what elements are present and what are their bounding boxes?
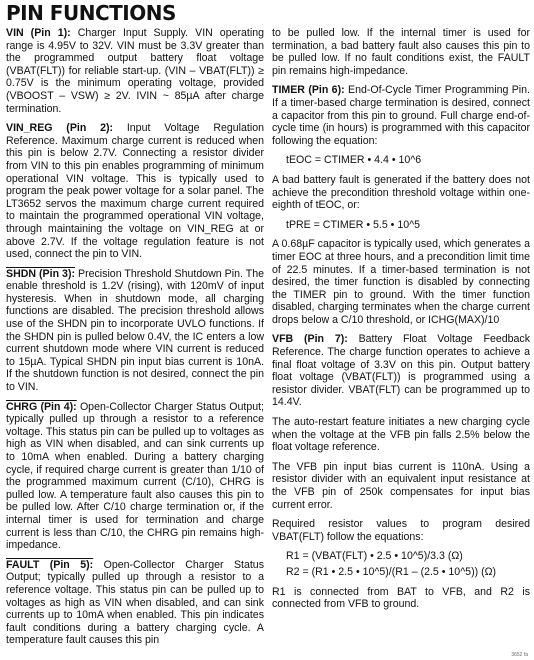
paragraph-text: R1 is connected from BAT to VFB, and R2 is connected from VFB to ground.: [272, 585, 530, 611]
paragraph-text: A 0.68µF capacitor is typically used, which generates a timer EOC at three hours, and a precondition limit time of 22.5 minutes. If a timer-based termination is not desired, the timer function is disabled by connecting the TIMER pin to ground. With the timer function disabled, charging terminates when the charge current drops below a C/10 threshold, or ICHG(MAX)/10: [272, 238, 530, 326]
pin-label: FAULT (Pin 5):: [6, 558, 94, 571]
paragraph: [6, 401, 264, 552]
equation: R2 = (R1 • 2.5 • 10^5)/(R1 – (2.5 • 10^5)) (Ω): [286, 565, 497, 578]
left-column: [6, 27, 264, 654]
equation: R1 = (VBAT(FLT) • 2.5 • 10^5)/3.3 (Ω): [286, 550, 463, 563]
pin-description: Charger Input Supply. VIN operating range is 4.95V to 32V. VIN must be 3.3V greater than the programmed output battery float voltage (VBAT(FLT)) for reliable start-up. (VIN – VBAT(FLT)) ≥ 0.75V is the minimum operating voltage, provided (VBOOST – VSW) ≥ 2V. IVIN ~ 85µA after charge termination.: [6, 27, 264, 115]
paragraph: [272, 27, 530, 77]
paragraph: [272, 518, 530, 543]
pin-description: Precision Threshold Shutdown Pin. The enable threshold is 1.2V (rising), with 120mV of input hysteresis. When in shutdown mode, all charging functions are disabled. The precision threshold allows use of the SHDN pin to incorporate UVLO functions. If the SHDN pin is pulled below 0.4V, the IC enters a low current shutdown mode where VIN current is reduced to 15µA. Typical SHDN pin input bias current is 10nA. If the shutdown function is not desired, connect the pin to VIN.: [6, 267, 264, 394]
page-title: PIN FUNCTIONS: [6, 1, 176, 25]
pin-description: Battery Float Voltage Feedback Reference. The charge function operates to achieve a final float voltage of 3.3V on this pin. Output battery float voltage (VBAT(FLT)) is programmed using a resistor divider. VBAT(FLT) can be programmed up to 14.4V.: [272, 333, 530, 409]
paragraph-text: Required resistor values to program desired VBAT(FLT) follow the equations:: [272, 518, 530, 543]
pin-label: CHRG (Pin 4):: [6, 400, 77, 413]
paragraph: [272, 416, 530, 454]
paragraph-text: The VFB pin input bias current is 110nA. Using a resistor divider with an equivalent input resistance at the VFB pin of 250k compensates for input bias current error.: [272, 460, 530, 511]
paragraph-text: to be pulled low. If the internal timer is used for termination, a bad battery fault also causes this pin to be pulled low. If no fault conditions exist, the FAULT pin remains high-impedance.: [272, 27, 530, 77]
paragraph: [272, 174, 530, 212]
paragraph: [6, 27, 264, 115]
pin-description: Input Voltage Regulation Reference. Maximum charge current is reduced when this pin is below 2.7V. Connecting a resistor divider from VIN to this pin enables programming of minimum operational VIN voltage. This is typically used to program the peak power voltage for a solar panel. The LT3652 servos the maximum charge current required to maintain the programmed operational VIN voltage, through maintaining the voltage on VIN_REG at or above 2.7V. If the voltage regulation feature is not used, connect the pin to VIN.: [6, 122, 264, 261]
paragraph: [6, 559, 264, 647]
equation: tPRE = CTIMER • 5.5 • 10^5: [286, 218, 420, 231]
paragraph: [272, 461, 530, 511]
pin-label: VIN (Pin 1):: [6, 27, 71, 39]
pin-description: Open-Collector Charger Status Output; typically pulled up through a resistor to a reference voltage. This status pin can be pulled up to voltages as high as VIN when disabled, and can sink currents up to 10mA when enabled. During a battery charging cycle, if required charge current is greater than 1/10 of the programmed maximum current (C/10), CHRG is pulled low. A temperature fault also causes this pin to be pulled low. After C/10 charge termination or, if the internal timer is used for termination and charge current is less than C/10, the CHRG pin remains high-impedance.: [6, 400, 264, 552]
pin-description: End-Of-Cycle Timer Programming Pin. If a timer-based charge termination is desired, connect a capacitor from this pin to ground. Full charge end-of-cycle time (in hours) is programmed with this capacitor following the equation:: [272, 84, 530, 147]
paragraph: [6, 268, 264, 394]
pin-label: VFB (Pin 7):: [272, 333, 348, 346]
pin-label: TIMER (Pin 6):: [272, 84, 345, 97]
paragraph: [272, 238, 530, 326]
pin-description: Open-Collector Charger Status Output; typically pulled up through a resistor to a reference voltage. This status pin can be pulled up to voltages as high as VIN when disabled, and can sink currents up to 10mA when enabled. This pin indicates fault conditions during a battery charging cycle. A temperature fault causes this pin: [6, 558, 264, 647]
paragraph: [6, 122, 264, 261]
paragraph: [272, 333, 530, 409]
pin-label: SHDN (Pin 3):: [6, 267, 75, 280]
paragraph: [272, 84, 530, 147]
page-footer: 3652 fa: [511, 652, 528, 658]
equation: tEOC = CTIMER • 4.4 • 10^6: [286, 154, 422, 167]
right-column: [272, 27, 530, 618]
paragraph: [272, 586, 530, 611]
paragraph-text: A bad battery fault is generated if the battery does not achieve the precondition threshold voltage within one-eighth of tEOC, or:: [272, 173, 530, 212]
paragraph-text: The auto-restart feature initiates a new charging cycle when the voltage at the VFB pin falls 2.5% below the float voltage reference.: [272, 416, 530, 454]
pin-label: VIN_REG (Pin 2):: [6, 122, 114, 135]
